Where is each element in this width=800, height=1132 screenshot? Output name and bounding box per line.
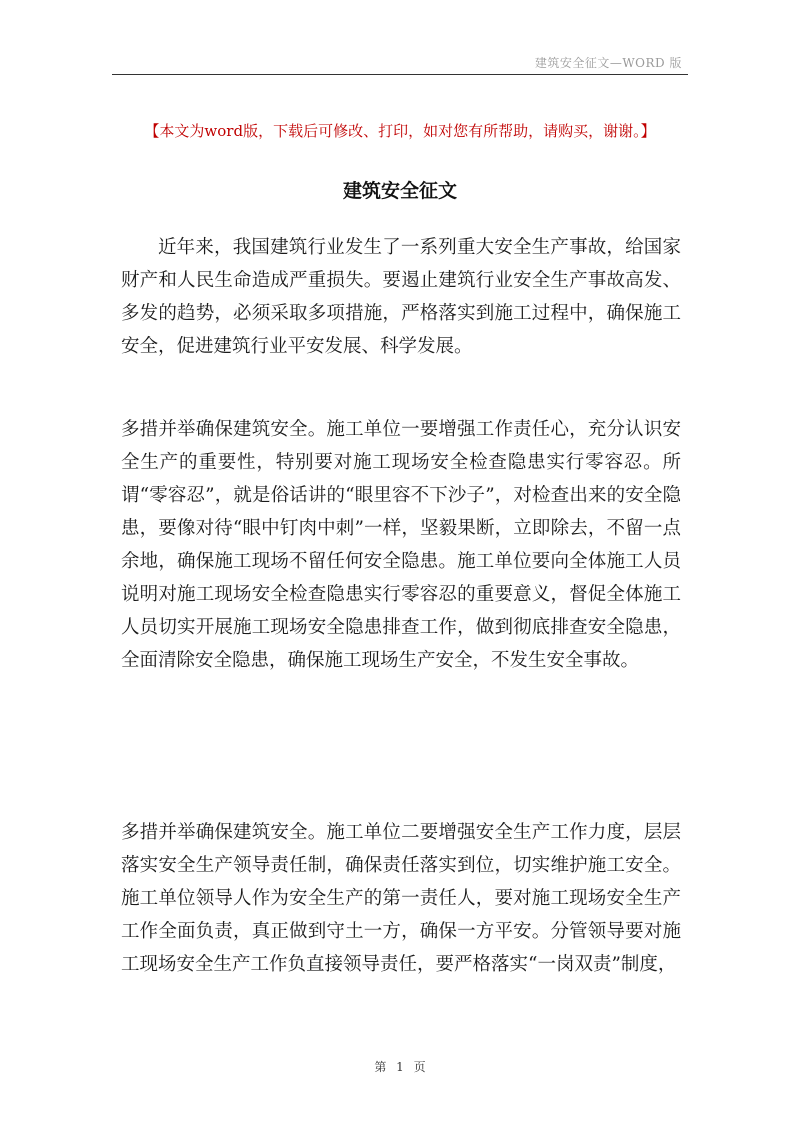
download-notice: 【本文为word版，下载后可修改、打印，如对您有所帮助，请购买，谢谢。】 [144,122,656,140]
page-number-footer [0,1058,800,1075]
body-paragraph-measure-two: 多措并举确保建筑安全。施工单位二要增强安全生产工作力度，层层落实安全生产领导责任制，确保责任落实到位，切实维护施工安全。施工单位领导人作为安全生产的第一责任人，要对施工现场安全生产工作全面负责，真正做到守土一方，确保一方平安。分管领导要对施工现场安全生产工作负直接领导责任，要严格落实“一岗双责”制度， [121,822,681,975]
document-title: 建筑安全征文 [342,180,457,202]
page-suffix: 页 [413,1060,426,1074]
running-header: 建筑安全征文—WORD 版 [534,56,682,70]
body-paragraph-intro: 近年来，我国建筑行业发生了一系列重大安全生产事故，给国家财产和人民生命造成严重损失。要遏止建筑行业安全生产事故高发、多发的趋势，必须采取多项措施，严格落实到施工过程中，确保施工安全，促进建筑行业平安发展、科学发展。 [121,237,681,357]
page-prefix: 第 [374,1060,387,1074]
body-paragraph-measure-one: 多措并举确保建筑安全。施工单位一要增强工作责任心，充分认识安全生产的重要性，特别要对施工现场安全检查隐患实行零容忍。所谓“零容忍”，就是俗话讲的“眼里容不下沙子”，对检查出来的安全隐患，要像对待“眼中钉肉中刺”一样，坚毅果断，立即除去，不留一点余地，确保施工现场不留任何安全隐患。施工单位要向全体施工人员说明对施工现场安全检查隐患实行零容忍的重要意义，督促全体施工人员切实开展施工现场安全隐患排查工作，做到彻底排查安全隐患，全面清除安全隐患，确保施工现场生产安全，不发生安全事故。 [121,419,681,671]
page-number: 1 [396,1060,404,1074]
header-divider [112,74,688,75]
